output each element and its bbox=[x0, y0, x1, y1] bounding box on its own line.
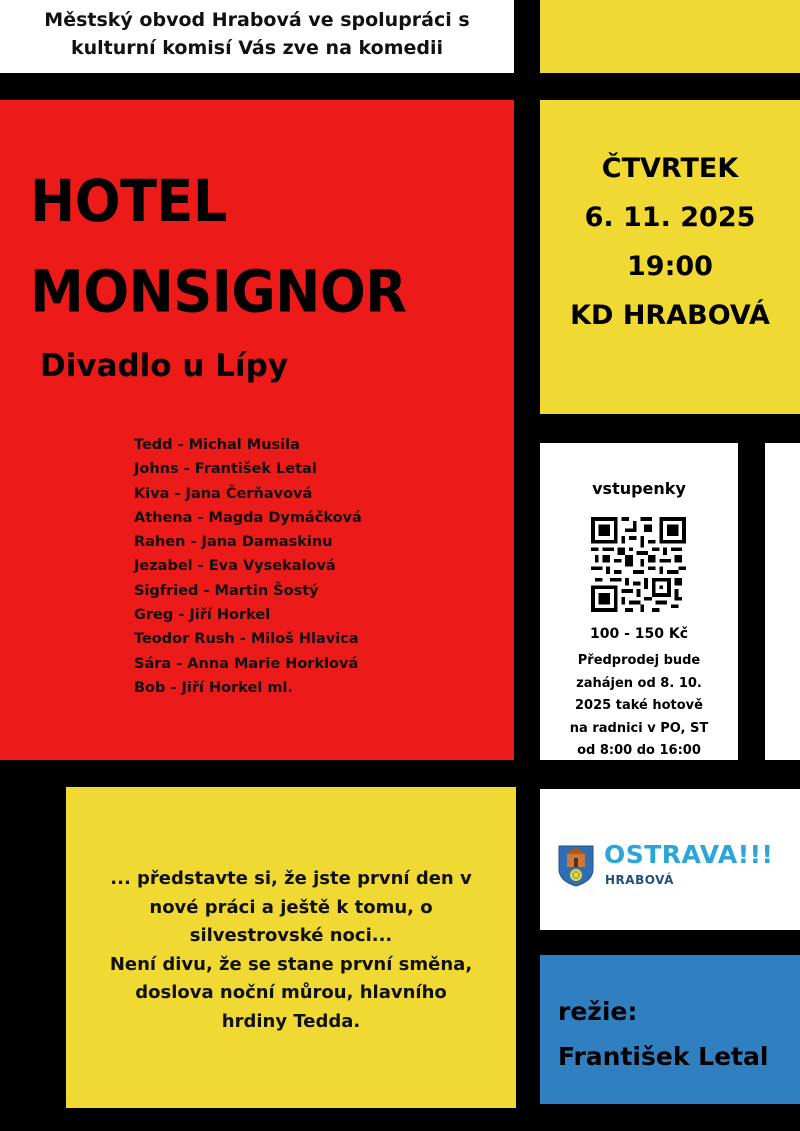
plot-description-block bbox=[66, 787, 516, 1108]
play-title bbox=[30, 156, 406, 337]
theatre-company: Divadlo u Lípy bbox=[40, 348, 289, 384]
event-datetime-block bbox=[540, 100, 800, 414]
city-crest-icon bbox=[558, 845, 594, 887]
director-name: František Letal bbox=[558, 1042, 769, 1071]
plot-line: hrdiny Tedda. bbox=[221, 1010, 361, 1032]
district-name: HRABOVÁ bbox=[605, 873, 674, 887]
ticket-price: 100 - 150 Kč bbox=[589, 626, 689, 642]
cast-item: Tedd - Michal Musila bbox=[134, 437, 300, 453]
presale-line: 2025 také hotově bbox=[575, 698, 703, 713]
cast-item: Sigfried - Martin Šostý bbox=[134, 582, 319, 599]
cast-item: Sára - Anna Marie Horklová bbox=[134, 655, 359, 672]
director-block bbox=[540, 955, 800, 1104]
decorative-white-strip bbox=[765, 443, 800, 760]
direction-label: režie: bbox=[558, 997, 638, 1026]
ostrava-logo-block bbox=[540, 789, 800, 930]
cast-item: Teodor Rush - Miloš Hlavica bbox=[134, 631, 359, 648]
cast-item: Rahen - Jana Damaskinu bbox=[134, 534, 333, 551]
play-info-block bbox=[0, 100, 514, 760]
cast-item: Greg - Jiří Horkel bbox=[134, 607, 271, 624]
cast-item: Kiva - Jana Čerňavová bbox=[134, 485, 313, 502]
plot-line: ... představte si, že jste první den v bbox=[110, 868, 472, 889]
plot-line: silvestrovské noci... bbox=[189, 925, 393, 946]
title-line-2: MONSIGNOR bbox=[30, 257, 407, 326]
presale-line: od 8:00 do 16:00 bbox=[577, 743, 701, 758]
decorative-yellow-block-top bbox=[540, 0, 800, 73]
title-line-1: HOTEL bbox=[30, 166, 227, 235]
event-date: 6. 11. 2025 bbox=[584, 202, 756, 233]
invitation-header bbox=[0, 0, 514, 73]
presale-line: zahájen od 8. 10. bbox=[576, 675, 702, 691]
event-time: 19:00 bbox=[627, 251, 713, 282]
qr-code-icon[interactable] bbox=[591, 517, 686, 612]
plot-line: doslova noční můrou, hlavního bbox=[135, 982, 447, 1003]
presale-line: Předprodej bude bbox=[577, 653, 701, 668]
cast-list bbox=[134, 433, 362, 700]
plot-line: Není divu, že se stane první směna, bbox=[109, 953, 473, 975]
presale-line: na radnici v PO, ST bbox=[569, 720, 709, 736]
event-day: ČTVRTEK bbox=[601, 153, 739, 184]
tickets-block bbox=[540, 443, 738, 760]
presale-info bbox=[540, 650, 738, 763]
cast-item: Athena - Magda Dymáčková bbox=[134, 509, 362, 526]
header-line-2: kulturní komisí Vás zve na komedii bbox=[70, 37, 444, 59]
event-venue: KD HRABOVÁ bbox=[570, 300, 770, 331]
plot-line: nové práci a ještě k tomu, o bbox=[149, 896, 433, 918]
tickets-heading: vstupenky bbox=[592, 479, 686, 498]
cast-item: Jezabel - Eva Vysekalová bbox=[134, 558, 336, 575]
ostrava-wordmark: OSTRAVA!!! bbox=[604, 840, 774, 869]
header-line-1: Městský obvod Hrabová ve spolupráci s bbox=[44, 9, 470, 31]
cast-item: Johns - František Letal bbox=[134, 461, 317, 478]
cast-item: Bob - Jiří Horkel ml. bbox=[134, 679, 293, 696]
